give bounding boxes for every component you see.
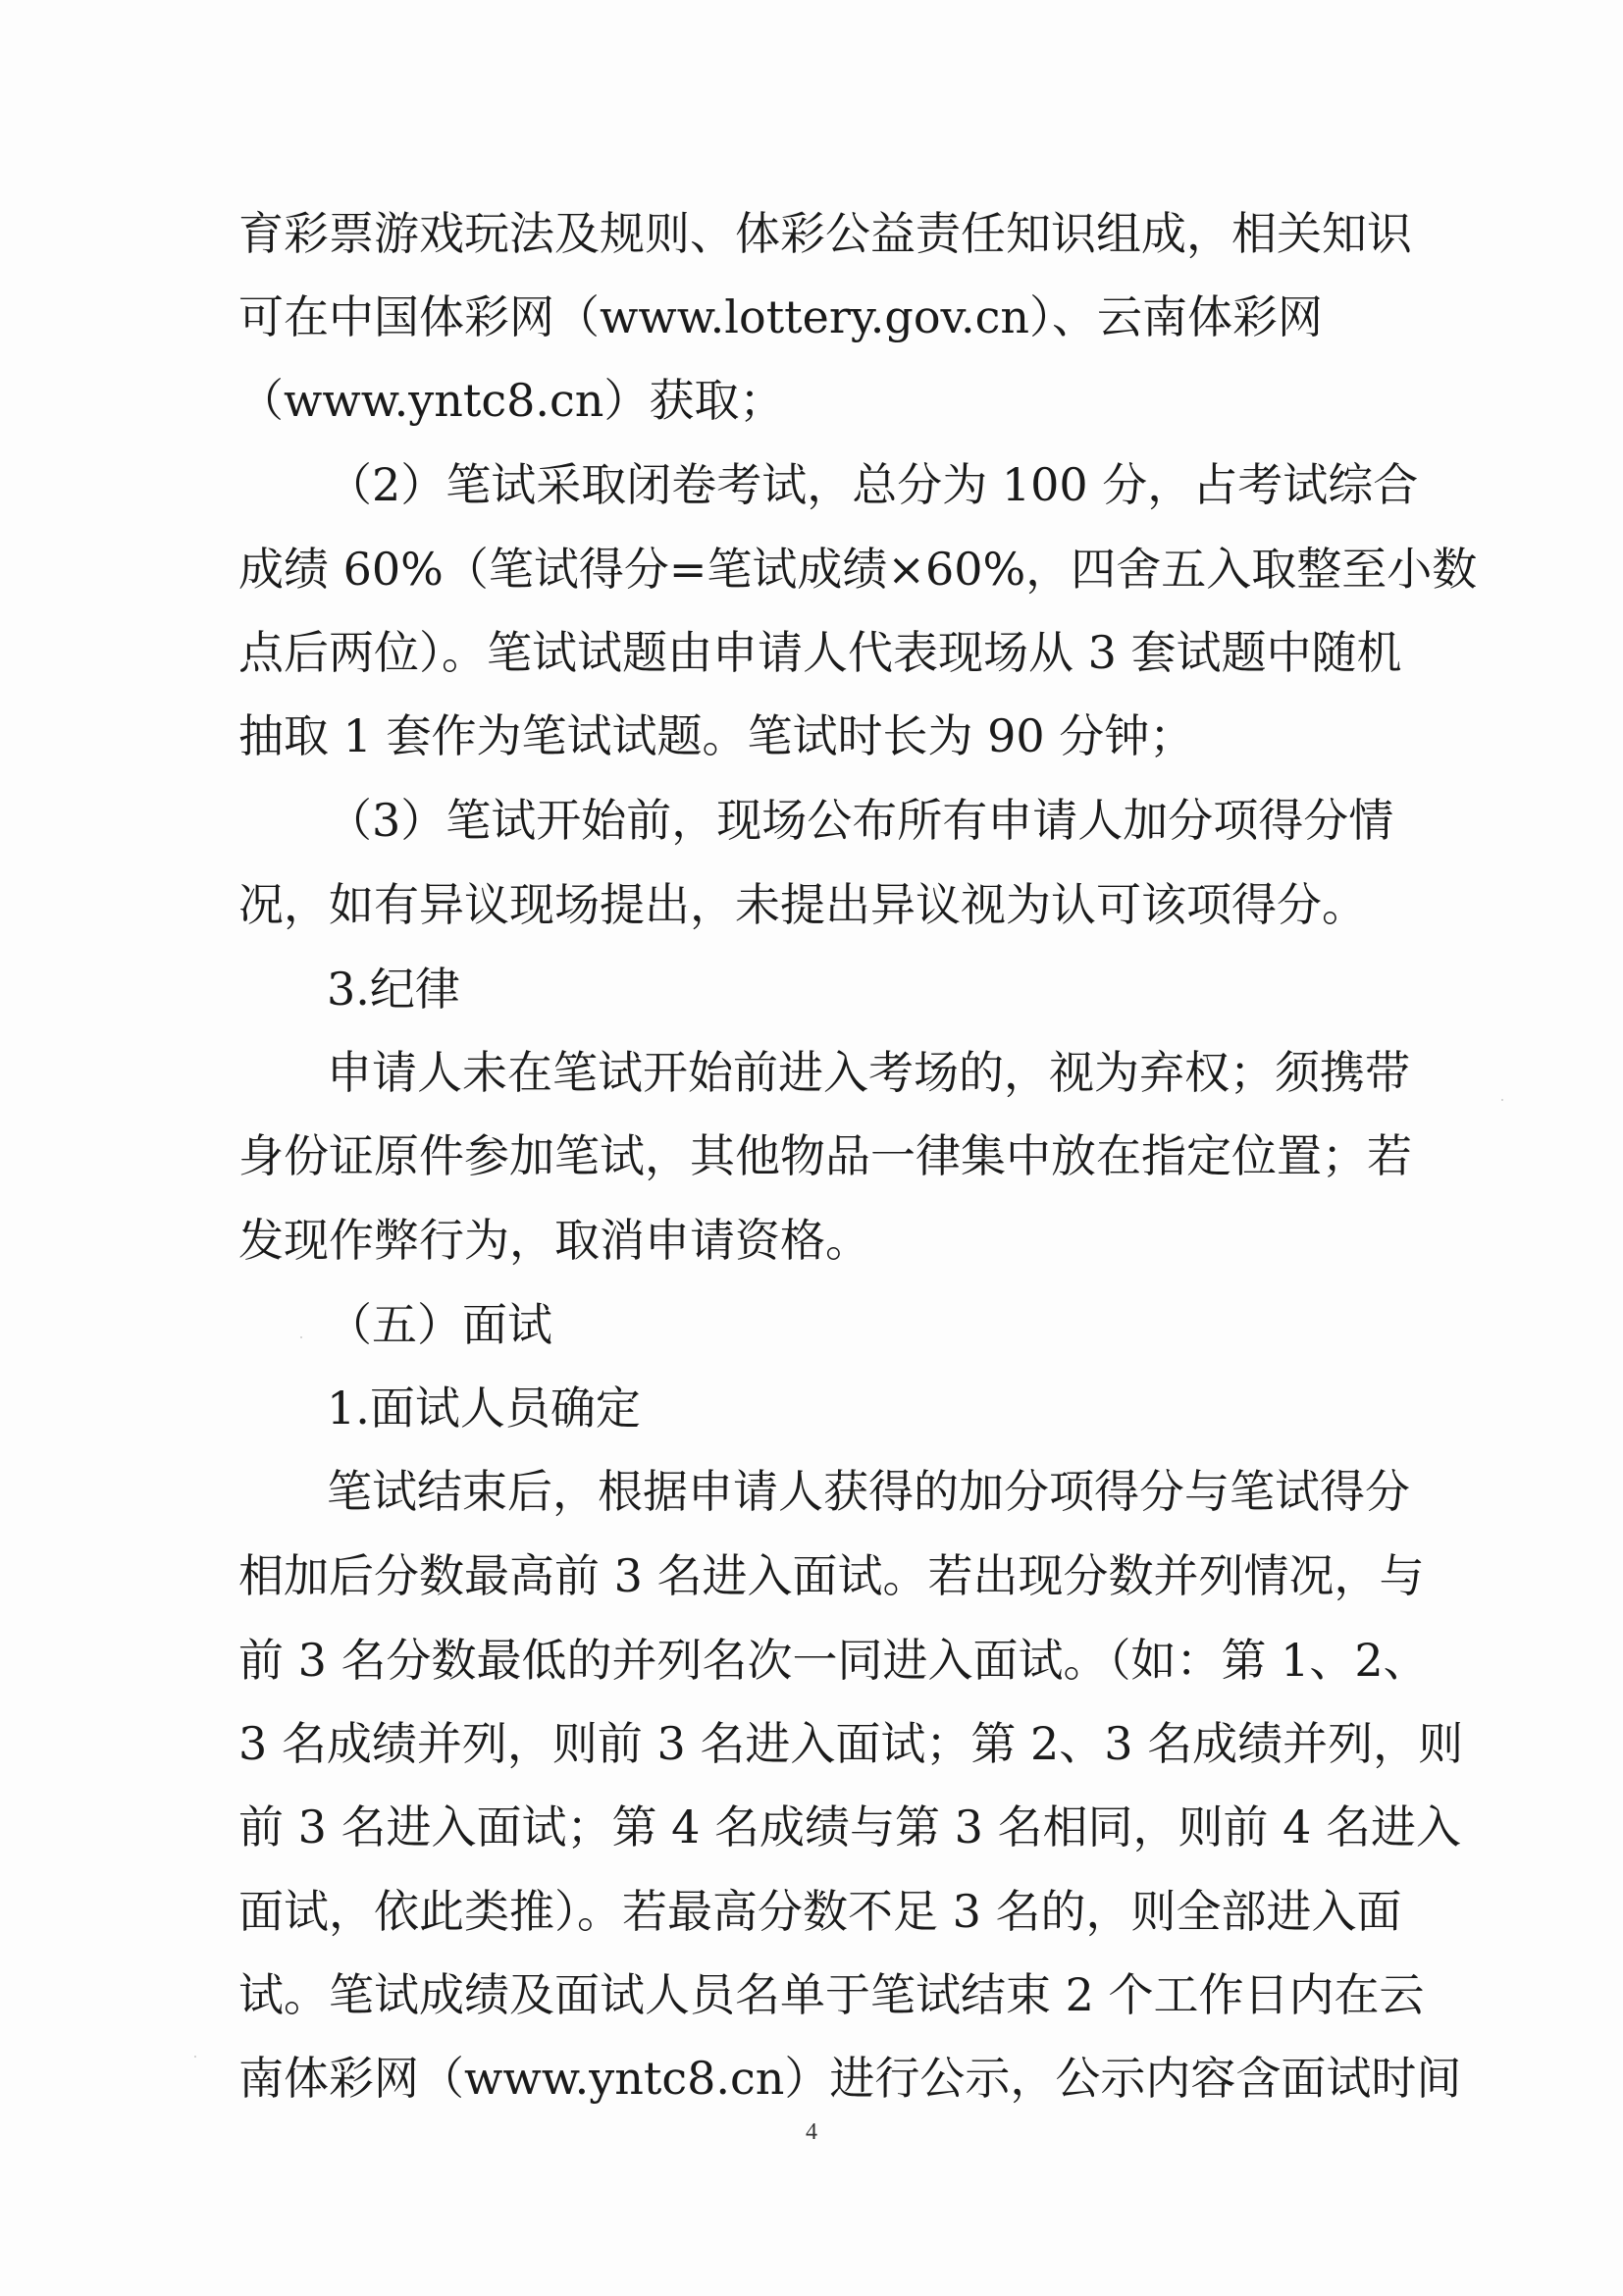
text-line: 前 3 名进入面试；第 4 名成绩与第 3 名相同，则前 4 名进入 [238, 1800, 1462, 1853]
text-line: 笔试结束后，根据申请人获得的加分项得分与笔试得分 [327, 1465, 1410, 1518]
section-heading: （五）面试 [327, 1298, 552, 1351]
text-line: 前 3 名分数最低的并列名次一同进入面试。（如：第 1、2、 [238, 1634, 1429, 1687]
text-line: 况，如有异议现场提出，未提出异议视为认可该项得分。 [238, 878, 1367, 931]
text-line: （www.yntc8.cn）获取； [238, 374, 785, 427]
text-line: 南体彩网（www.yntc8.cn）进行公示，公示内容含面试时间 [238, 2052, 1462, 2105]
section-heading: 3.纪律 [327, 963, 460, 1016]
text-line: （3）笔试开始前，现场公布所有申请人加分项得分情 [327, 794, 1394, 847]
text-line: 育彩票游戏玩法及规则、体彩公益责任知识组成，相关知识 [238, 207, 1412, 260]
text-line: 发现作弊行为，取消申请资格。 [238, 1214, 870, 1267]
text-line: （2）笔试采取闭卷考试，总分为 100 分，占考试综合 [327, 458, 1419, 511]
page-number: 4 [806, 2119, 817, 2145]
scan-speck [194, 2056, 196, 2058]
text-line: 抽取 1 套作为笔试试题。笔试时长为 90 分钟； [238, 709, 1195, 762]
scan-speck [1501, 1099, 1503, 1101]
section-heading: 1.面试人员确定 [327, 1382, 641, 1435]
text-line: 可在中国体彩网（www.lottery.gov.cn）、云南体彩网 [238, 290, 1324, 343]
text-line: 成绩 60%（笔试得分=笔试成绩×60%，四舍五入取整至小数 [238, 543, 1478, 596]
scan-speck [300, 1336, 302, 1338]
text-line: 身份证原件参加笔试，其他物品一律集中放在指定位置；若 [238, 1129, 1412, 1182]
text-line: 相加后分数最高前 3 名进入面试。若出现分数并列情况，与 [238, 1549, 1425, 1602]
text-line: 3 名成绩并列，则前 3 名进入面试；第 2、3 名成绩并列，则 [238, 1717, 1464, 1770]
text-line: 点后两位）。笔试试题由申请人代表现场从 3 套试题中随机 [238, 626, 1402, 679]
text-line: 申请人未在笔试开始前进入考场的，视为弃权；须携带 [327, 1046, 1410, 1099]
text-line: 试。笔试成绩及面试人员名单于笔试结束 2 个工作日内在云 [238, 1968, 1425, 2021]
text-line: 面试，依此类推）。若最高分数不足 3 名的，则全部进入面 [238, 1885, 1402, 1938]
